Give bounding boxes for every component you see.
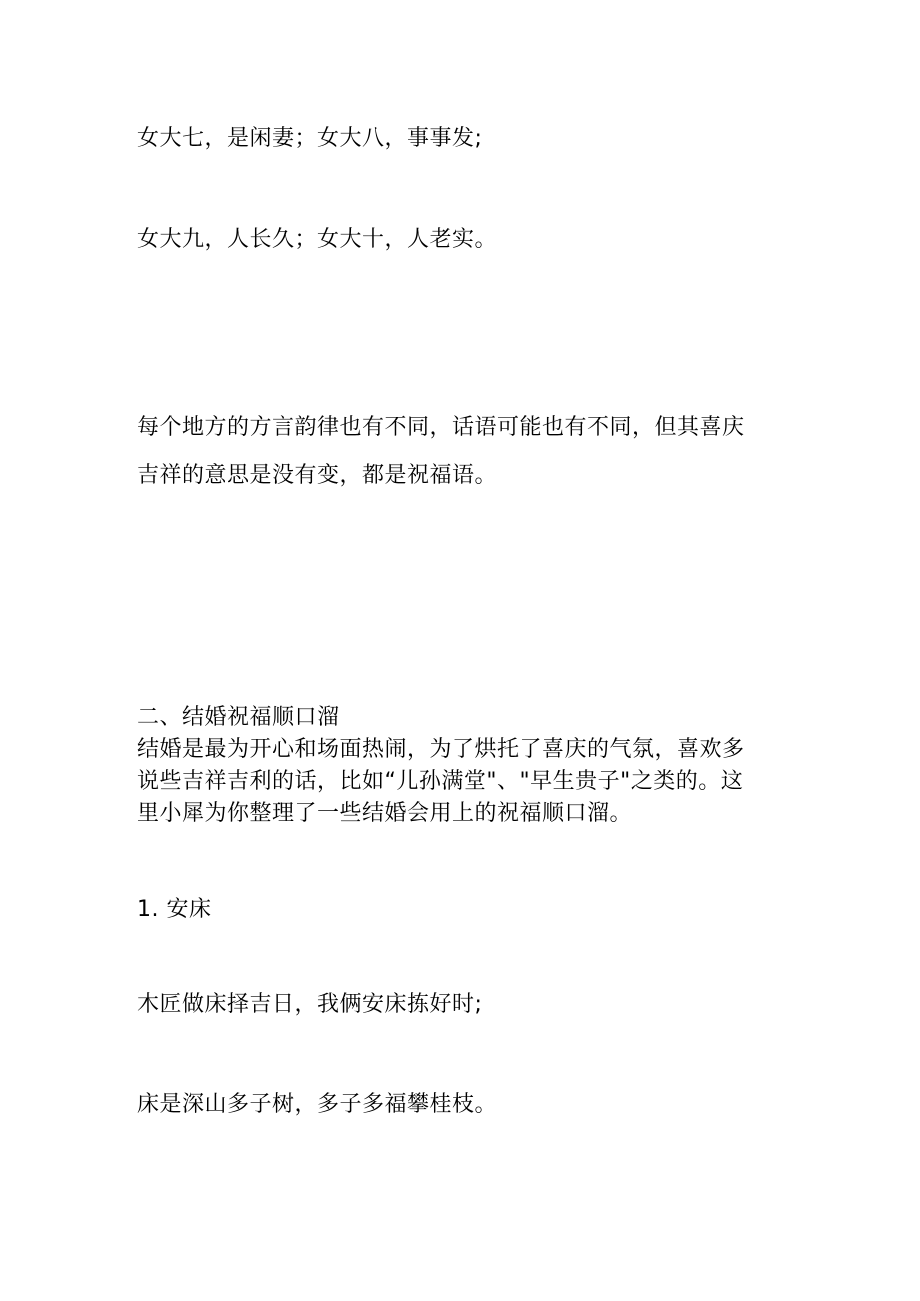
subsection-heading: 1. 安床: [137, 897, 212, 922]
verse-line-1: 女大七，是闲妻；女大八，事事发;: [137, 126, 483, 151]
section-heading: 二、结婚祝福顺口溜: [137, 705, 340, 730]
paragraph-line: 里小犀为你整理了一些结婚会用上的祝福顺口溜。: [137, 801, 633, 826]
paragraph-line: 每个地方的方言韵律也有不同，话语可能也有不同，但其喜庆: [137, 415, 745, 440]
paragraph-line: 说些吉祥吉利的话，比如“儿孙满堂"、"早生贵子"之类的。这: [137, 769, 744, 794]
verse-line-4: 床是深山多子树，多子多福攀桂枝。: [137, 1092, 498, 1117]
verse-line-2: 女大九，人长久；女大十，人老实。: [137, 227, 498, 252]
verse-line-3: 木匠做床择吉日，我俩安床拣好时;: [137, 992, 483, 1017]
paragraph-line: 结婚是最为开心和场面热闹，为了烘托了喜庆的气氛，喜欢多: [137, 737, 745, 762]
paragraph-line: 吉祥的意思是没有变，都是祝福语。: [137, 463, 498, 488]
